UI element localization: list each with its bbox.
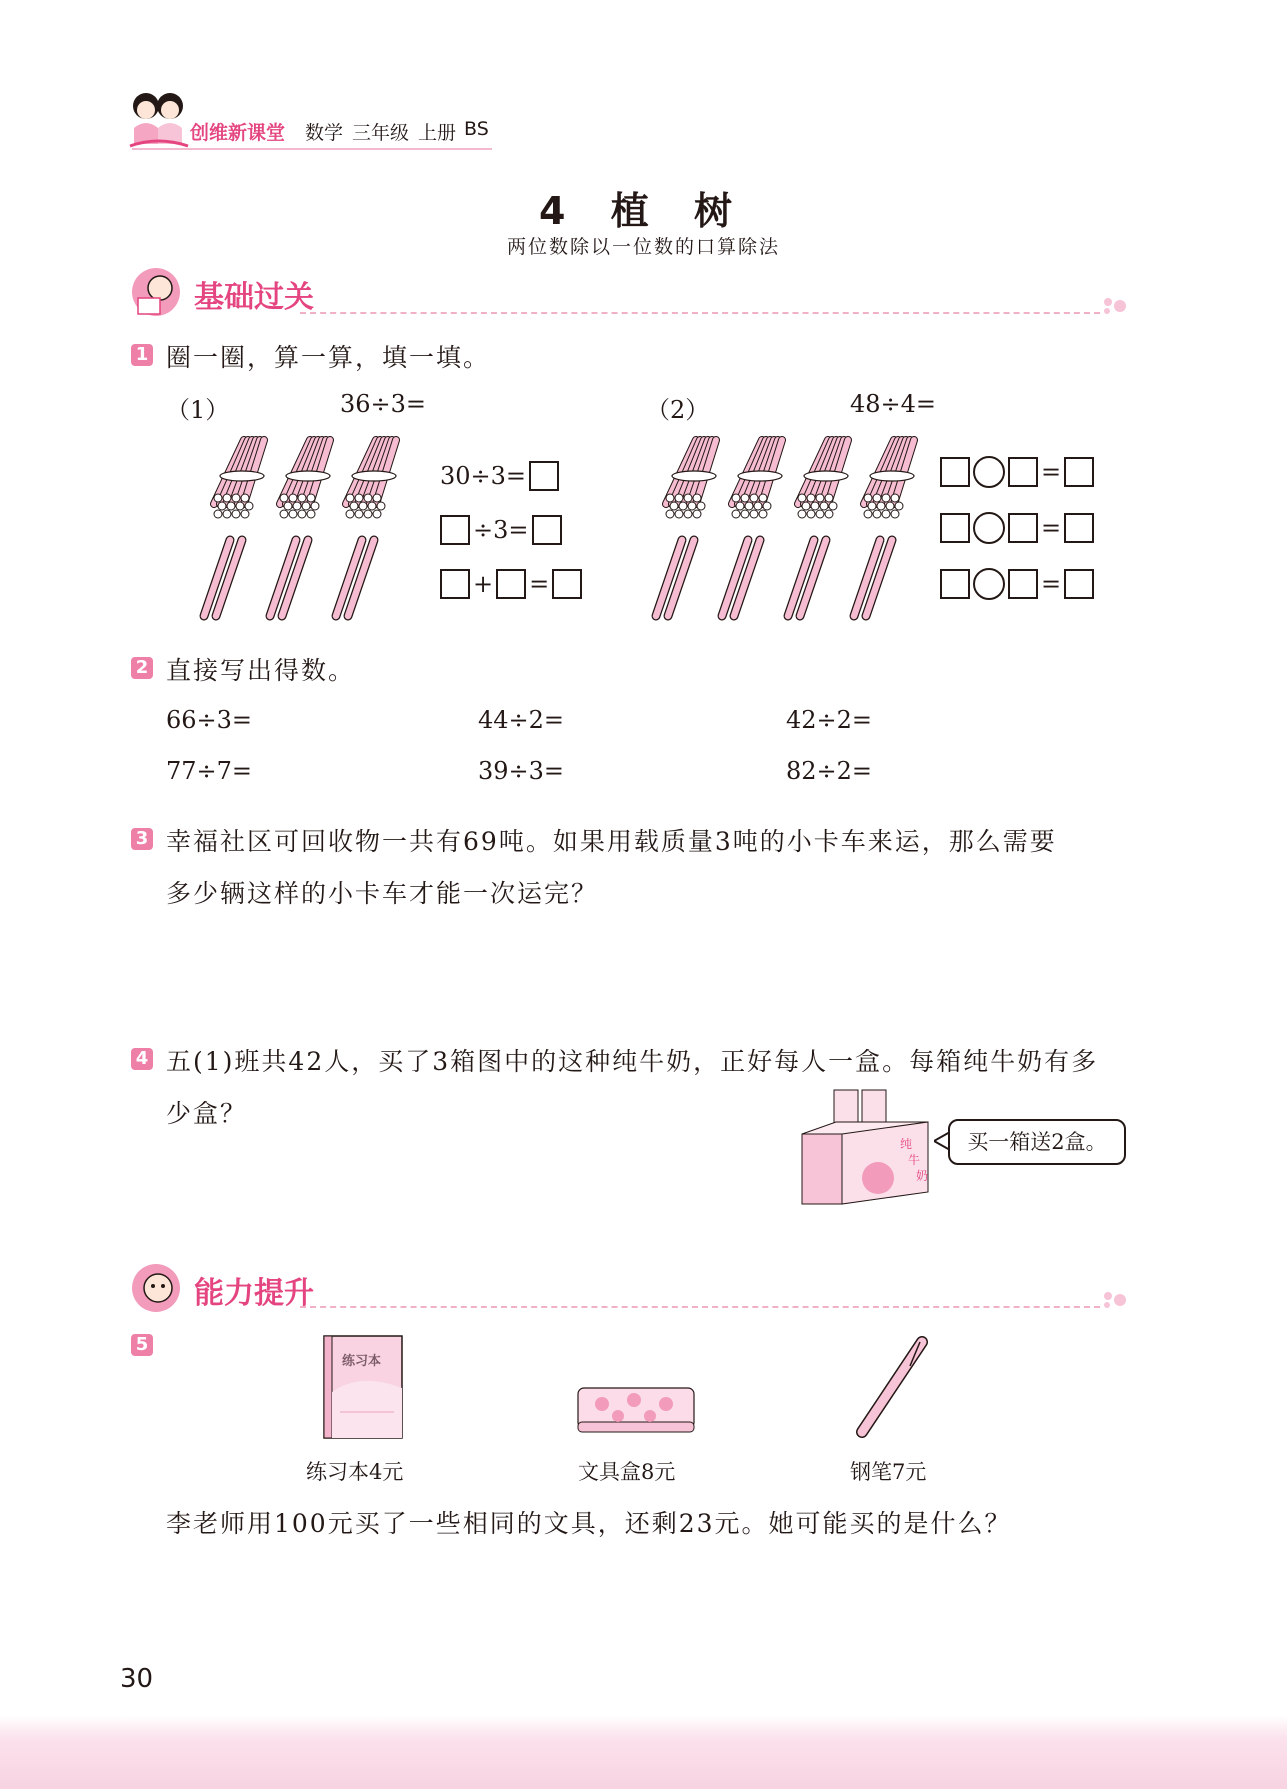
stick-bundle: [280, 440, 330, 518]
section-icon: [130, 266, 188, 318]
subject-label: 数学: [305, 122, 344, 144]
operator-circle[interactable]: [973, 568, 1005, 600]
calc-item: 39÷3=: [478, 757, 565, 785]
question-text: 直接写出得数。: [166, 656, 356, 685]
calc-item: 42÷2=: [786, 706, 873, 734]
answer-box[interactable]: [496, 569, 526, 599]
section-divider: [300, 1306, 1100, 1308]
stick-bundle: [346, 440, 396, 518]
expression: 48÷4=: [850, 390, 937, 418]
operator-circle[interactable]: [973, 456, 1005, 488]
question-number: 1: [131, 344, 153, 366]
answer-box[interactable]: [1008, 457, 1038, 487]
stick-bundle: [798, 440, 848, 518]
item-label: 文具盒8元: [578, 1460, 676, 1484]
calc-item: 82÷2=: [786, 757, 873, 785]
calc-item: 44÷2=: [478, 706, 565, 734]
edition-label: BS: [464, 118, 489, 140]
answer-box[interactable]: [1008, 569, 1038, 599]
answer-box[interactable]: [529, 461, 559, 491]
item-label: 钢笔7元: [850, 1460, 927, 1484]
answer-box[interactable]: [440, 569, 470, 599]
pen-illustration: [852, 1336, 932, 1440]
stick-bundles-illustration: [648, 436, 938, 622]
section-icon: [130, 1262, 188, 1314]
equals-sign: =: [1041, 570, 1062, 598]
question-text: 圈一圈，算一算，填一填。: [166, 343, 491, 372]
answer-box[interactable]: [940, 457, 970, 487]
question-text: 幸福社区可回收物一共有69吨。如果用载质量3吨的小卡车来运，那么需要: [166, 827, 1057, 856]
question-number: 3: [131, 828, 153, 850]
question-text: 多少辆这样的小卡车才能一次运完？: [166, 879, 599, 908]
equation-row: [440, 564, 582, 604]
equation-text: 30÷3=: [440, 462, 527, 490]
speech-bubble: 买一箱送2盒。: [948, 1119, 1126, 1165]
decor-dots: [1100, 1290, 1130, 1310]
lesson-title: 4 植 树: [539, 189, 748, 233]
equals-sign: =: [1041, 458, 1062, 486]
brand-name: 创维新课堂: [190, 122, 286, 144]
equation-row: [940, 564, 1094, 604]
answer-box[interactable]: [1064, 569, 1094, 599]
section-divider: [300, 312, 1100, 314]
equation-row: [440, 510, 582, 550]
stick-bundles-illustration: [196, 436, 446, 622]
answer-box[interactable]: [552, 569, 582, 599]
answer-box[interactable]: [1008, 513, 1038, 543]
mascot-logo: [126, 88, 190, 150]
calc-item: 66÷3=: [166, 706, 253, 734]
question-text: 李老师用100元买了一些相同的文具，还剩23元。她可能买的是什么？: [166, 1509, 1012, 1538]
stick-bundle: [214, 440, 264, 518]
answer-box[interactable]: [440, 515, 470, 545]
notebook-cover-label: 练习本: [342, 1354, 382, 1369]
question-text: 少盒？: [166, 1099, 248, 1128]
equation-group: [440, 456, 582, 604]
equation-group: [940, 452, 1094, 604]
part-label: （2）: [646, 396, 710, 424]
question-number: 2: [131, 657, 153, 679]
section-title-basic: 基础过关: [194, 280, 314, 315]
equation-row: [940, 452, 1094, 492]
lesson-subtitle: 两位数除以一位数的口算除法: [506, 236, 780, 258]
equation-text: ÷3=: [473, 516, 529, 544]
stick-bundle: [864, 440, 914, 518]
answer-box[interactable]: [940, 569, 970, 599]
box-label: 纯牛奶: [900, 1137, 929, 1183]
decor-dots: [1100, 296, 1130, 316]
plus-sign: +: [473, 570, 494, 598]
calc-item: 77÷7=: [166, 757, 253, 785]
grade-label: 三年级: [352, 122, 410, 144]
equals-sign: =: [529, 570, 550, 598]
item-label: 练习本4元: [306, 1460, 404, 1484]
expression: 36÷3=: [340, 390, 427, 418]
equals-sign: =: [1041, 514, 1062, 542]
answer-box[interactable]: [532, 515, 562, 545]
answer-box[interactable]: [1064, 457, 1094, 487]
part-label: （1）: [166, 396, 230, 424]
notebook-illustration: [320, 1332, 406, 1442]
pencil-case-illustration: [574, 1384, 698, 1436]
question-number: 4: [131, 1048, 153, 1070]
answer-box[interactable]: [940, 513, 970, 543]
equation-row: [940, 508, 1094, 548]
question-text: 五(1)班共42人，买了3箱图中的这种纯牛奶，正好每人一盒。每箱纯牛奶有多: [166, 1047, 1099, 1076]
header-divider: [132, 148, 492, 150]
stick-bundle: [732, 440, 782, 518]
stick-bundle: [666, 440, 716, 518]
question-number: 5: [131, 1334, 153, 1356]
equation-row: [440, 456, 582, 496]
section-title-advanced: 能力提升: [194, 1276, 314, 1311]
operator-circle[interactable]: [973, 512, 1005, 544]
volume-label: 上册: [418, 122, 457, 144]
footer-band: [0, 1716, 1287, 1789]
answer-box[interactable]: [1064, 513, 1094, 543]
milk-box-illustration: [796, 1086, 936, 1210]
page-number: 30: [120, 1664, 154, 1694]
